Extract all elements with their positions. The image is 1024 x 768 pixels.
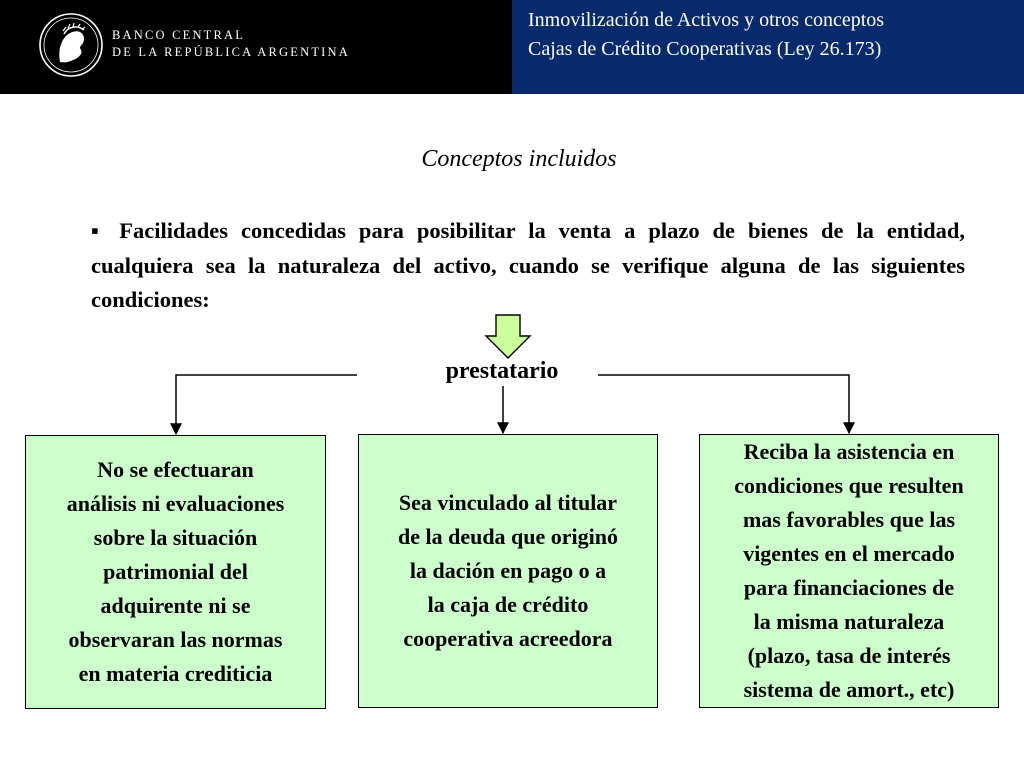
bank-name-line1: BANCO CENTRAL	[112, 28, 246, 42]
condition-line: Sea vinculado al titular	[398, 490, 618, 515]
condition-line: la caja de crédito	[427, 592, 589, 617]
condition-line: la misma naturaleza	[753, 609, 945, 634]
borrower-label: prestatario	[445, 358, 559, 384]
condition-line: Reciba la asistencia en	[743, 439, 955, 464]
condition-box-no-credit-analysis	[25, 435, 326, 709]
condition-line: (plazo, tasa de interés	[747, 643, 951, 668]
condition-line: condiciones que resulten	[734, 473, 964, 498]
condition-line: cooperativa acreedora	[403, 626, 613, 651]
slide-header-title-line2: Cajas de Crédito Cooperativas (Ley 26.173)	[528, 38, 882, 60]
condition-line: patrimonial del	[103, 559, 248, 584]
condition-line: en materia crediticia	[78, 661, 273, 686]
condition-box-favorable-terms	[699, 434, 999, 708]
condition-line: No se efectuaran	[97, 457, 254, 482]
condition-line: para financiaciones de	[743, 575, 955, 600]
slide-header-title-line1: Inmovilización de Activos y otros conceptos	[528, 9, 885, 31]
condition-line: sobre la situación	[93, 525, 258, 550]
intro-paragraph: ▪ Facilidades concedidas para posibilitar la venta a plazo de bienes de la entidad, cualquiera sea la naturaleza del activo, cuando se verifique alguna de las siguientes condiciones:	[91, 218, 965, 312]
condition-line: de la deuda que originó	[397, 524, 619, 549]
section-title: Conceptos incluidos	[421, 146, 617, 172]
condition-line: vigentes en el mercado	[743, 541, 955, 566]
connector-right	[598, 375, 849, 433]
condition-line: análisis ni evaluaciones	[66, 491, 285, 516]
condition-line: sistema de amort., etc)	[743, 677, 955, 702]
condition-line: la dación en pago o a	[409, 558, 607, 583]
connector-left	[176, 375, 357, 434]
condition-line: mas favorables que las	[742, 507, 956, 532]
condition-line: adquirente ni se	[100, 593, 251, 618]
bank-name-line2: DE LA REPÚBLICA ARGENTINA	[112, 45, 350, 59]
condition-line: observaran las normas	[68, 627, 283, 652]
condition-box-linked-debtor	[358, 434, 658, 708]
